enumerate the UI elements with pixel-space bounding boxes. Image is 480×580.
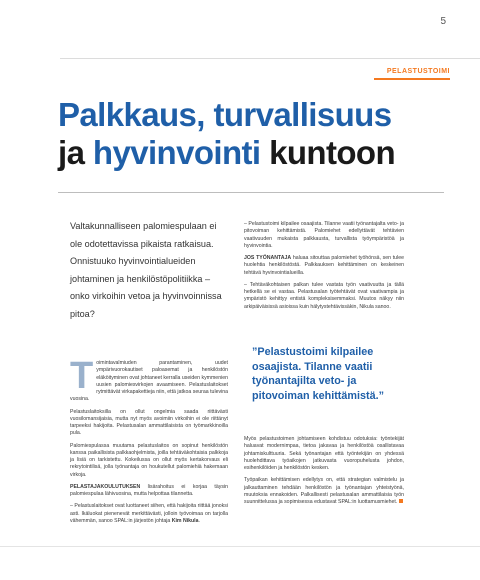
left-paragraph-5-text: – Pelastuslaitokset ovat luottaneet siihen, että hakijoita riittää jonoksi asti. Ikäluokat pienenevät merkittävästi, jolloin työvoimaa on tarjolla vähemmän, sanoo SPAL:in järjestön johtaja bbox=[70, 503, 228, 524]
headline-blue-word: hyvinvointi bbox=[92, 134, 261, 171]
right-paragraph-5-text: Työpaikan kehittämisen edellytys on, että strategian valmistelu ja jalkauttaminen tehdään henkilöstön ja työnantajan yhteistyönä, muutoksia ennakoiden. Palkallisesti pelastusalan ammattilaisia työn suunnittelussa ja sopimisessa edustavat SPAL:in luottamusmiehet. bbox=[244, 477, 404, 505]
headline-divider bbox=[58, 192, 444, 193]
page-number: 5 bbox=[440, 16, 446, 27]
right-paragraph-5 bbox=[244, 477, 404, 506]
right-column-bottom bbox=[244, 436, 404, 511]
pull-quote: ”Pelastustoimi kilpailee osaajista. Tilanne vaatii työnantajilta veto- ja pitovoiman kehittämistä.” bbox=[252, 346, 384, 402]
end-mark bbox=[399, 499, 403, 503]
left-paragraph-4 bbox=[70, 484, 228, 499]
lead-paragraph: Valtakunnalliseen palomiespulaan ei ole odotettavissa pikaista ratkaisua. Onnistuuko hyvinvointialueiden johtaminen ja henkilöstöpolitiikka – onko virkoihin vetoa ja hyvinvoinnissa pitoa? bbox=[70, 221, 222, 319]
headline-line-1: Palkkaus, turvallisuus bbox=[58, 96, 392, 133]
headline-prefix: ja bbox=[58, 134, 85, 171]
headline bbox=[58, 96, 458, 172]
right-paragraph-3: – Tehtäväkohtaisen palkan tulee vastata työn vaativuutta ja tällä hetkellä se ei vastaa. Pelastusalan työtehtävät ovat vaativampia ja ympäristö kehittyy entistä kompleksisemmaksi. Muutos näkyy niin arkipäiväisissä asioissa kuin hälytystehtävissäkin, Nikula sanoo. bbox=[244, 281, 404, 310]
right-paragraph-4: Myös pelastustoimen johtamiseen kohdistuu odotuksia: työntekijät haluavat modernimpaa, tietoa jakavaa ja henkilöstöä osallistavaa johtamiskulttuuria. Sekä työnantajan että työntekijän on yhdessä huolehdittava työaikojen jatkuvasta vuoropuhelusta johdon, esihenkilöiden ja henkilöstön kesken. bbox=[244, 436, 404, 471]
left-paragraph-5 bbox=[70, 503, 228, 525]
left-paragraph-4-caps: PELASTAJAKOULUTUKSEN bbox=[70, 483, 141, 490]
right-paragraph-2 bbox=[244, 255, 404, 277]
top-rule bbox=[60, 58, 480, 59]
left-paragraph-1-text: oimintavalmiuden parantaminen, uudet ympärivuorokautiset paloasemat ja henkilöstön eläköityminen ovat johtaneet kerralla useiden kymmenien uusien palomiesvirkojen avaamiseen. Pelastuslaitokset rytmittävät virkapakettieja niin, että jatkoa seuraa tulevina vuosina. bbox=[70, 360, 228, 403]
section-tag: PELASTUSTOIMI bbox=[386, 68, 450, 75]
left-paragraph-4-text: lisärahoitus ei korjaa täysin palomiespulaa lähivuosina, mutta helpottaa tilannetta. bbox=[70, 483, 228, 497]
headline-line-2 bbox=[58, 134, 458, 172]
section-tag-underline bbox=[374, 78, 450, 80]
dropcap: T bbox=[70, 355, 94, 397]
right-paragraph-2-text: haluaa sitouttaa palomiehet työhönsä, sen tulee huolehtia henkilöstöstä. Palkkauksen kehittäminen on keskeinen tehtävä hyvinvointialueilla. bbox=[244, 255, 404, 276]
left-paragraph-5-end: . bbox=[198, 517, 200, 524]
bottom-rule bbox=[0, 546, 480, 547]
right-paragraph-2-caps: JOS TYÖNANTAJA bbox=[244, 255, 292, 261]
right-column-top bbox=[244, 221, 404, 316]
headline-suffix: kuntoon bbox=[269, 134, 396, 171]
left-paragraph-1 bbox=[70, 355, 228, 404]
person-name: Kim Nikula bbox=[171, 517, 199, 524]
right-paragraph-1: – Pelastustoimi kilpailee osaajista. Tilanne vaatii työnantajalta veto- ja pitovoiman kehittämistä. Palomiehet edellyttävät tehtävien vaativuuden mukaista palkkausta, turvallista työympäristöä ja hyvinvointia. bbox=[244, 221, 404, 249]
left-paragraph-2: Pelastuslaitoksilla on ollut ongelmia saada riittävästi vuosilomansijaisia, mutta nyt myös avoimiin virkoihin ei ole riittänyt tarpeeksi hakijoita. Pelastusalan ammattilaisista on työmarkkinoilla pula. bbox=[70, 408, 228, 437]
left-paragraph-3: Palomiespulassa muutama pelastuslaitos on sopinut henkilöstön kanssa paikallisista palkkaohjelmista, joilla tehtäväkohtaisia palkkoja ja lisiä on tarkistettu. Kokeilussa on ollut myös kertakorvaus eli rekrytointilisä, jolla työnantaja on houkutellut palomiehiä hakemaan virkoja. bbox=[70, 442, 228, 478]
left-column bbox=[70, 355, 228, 530]
